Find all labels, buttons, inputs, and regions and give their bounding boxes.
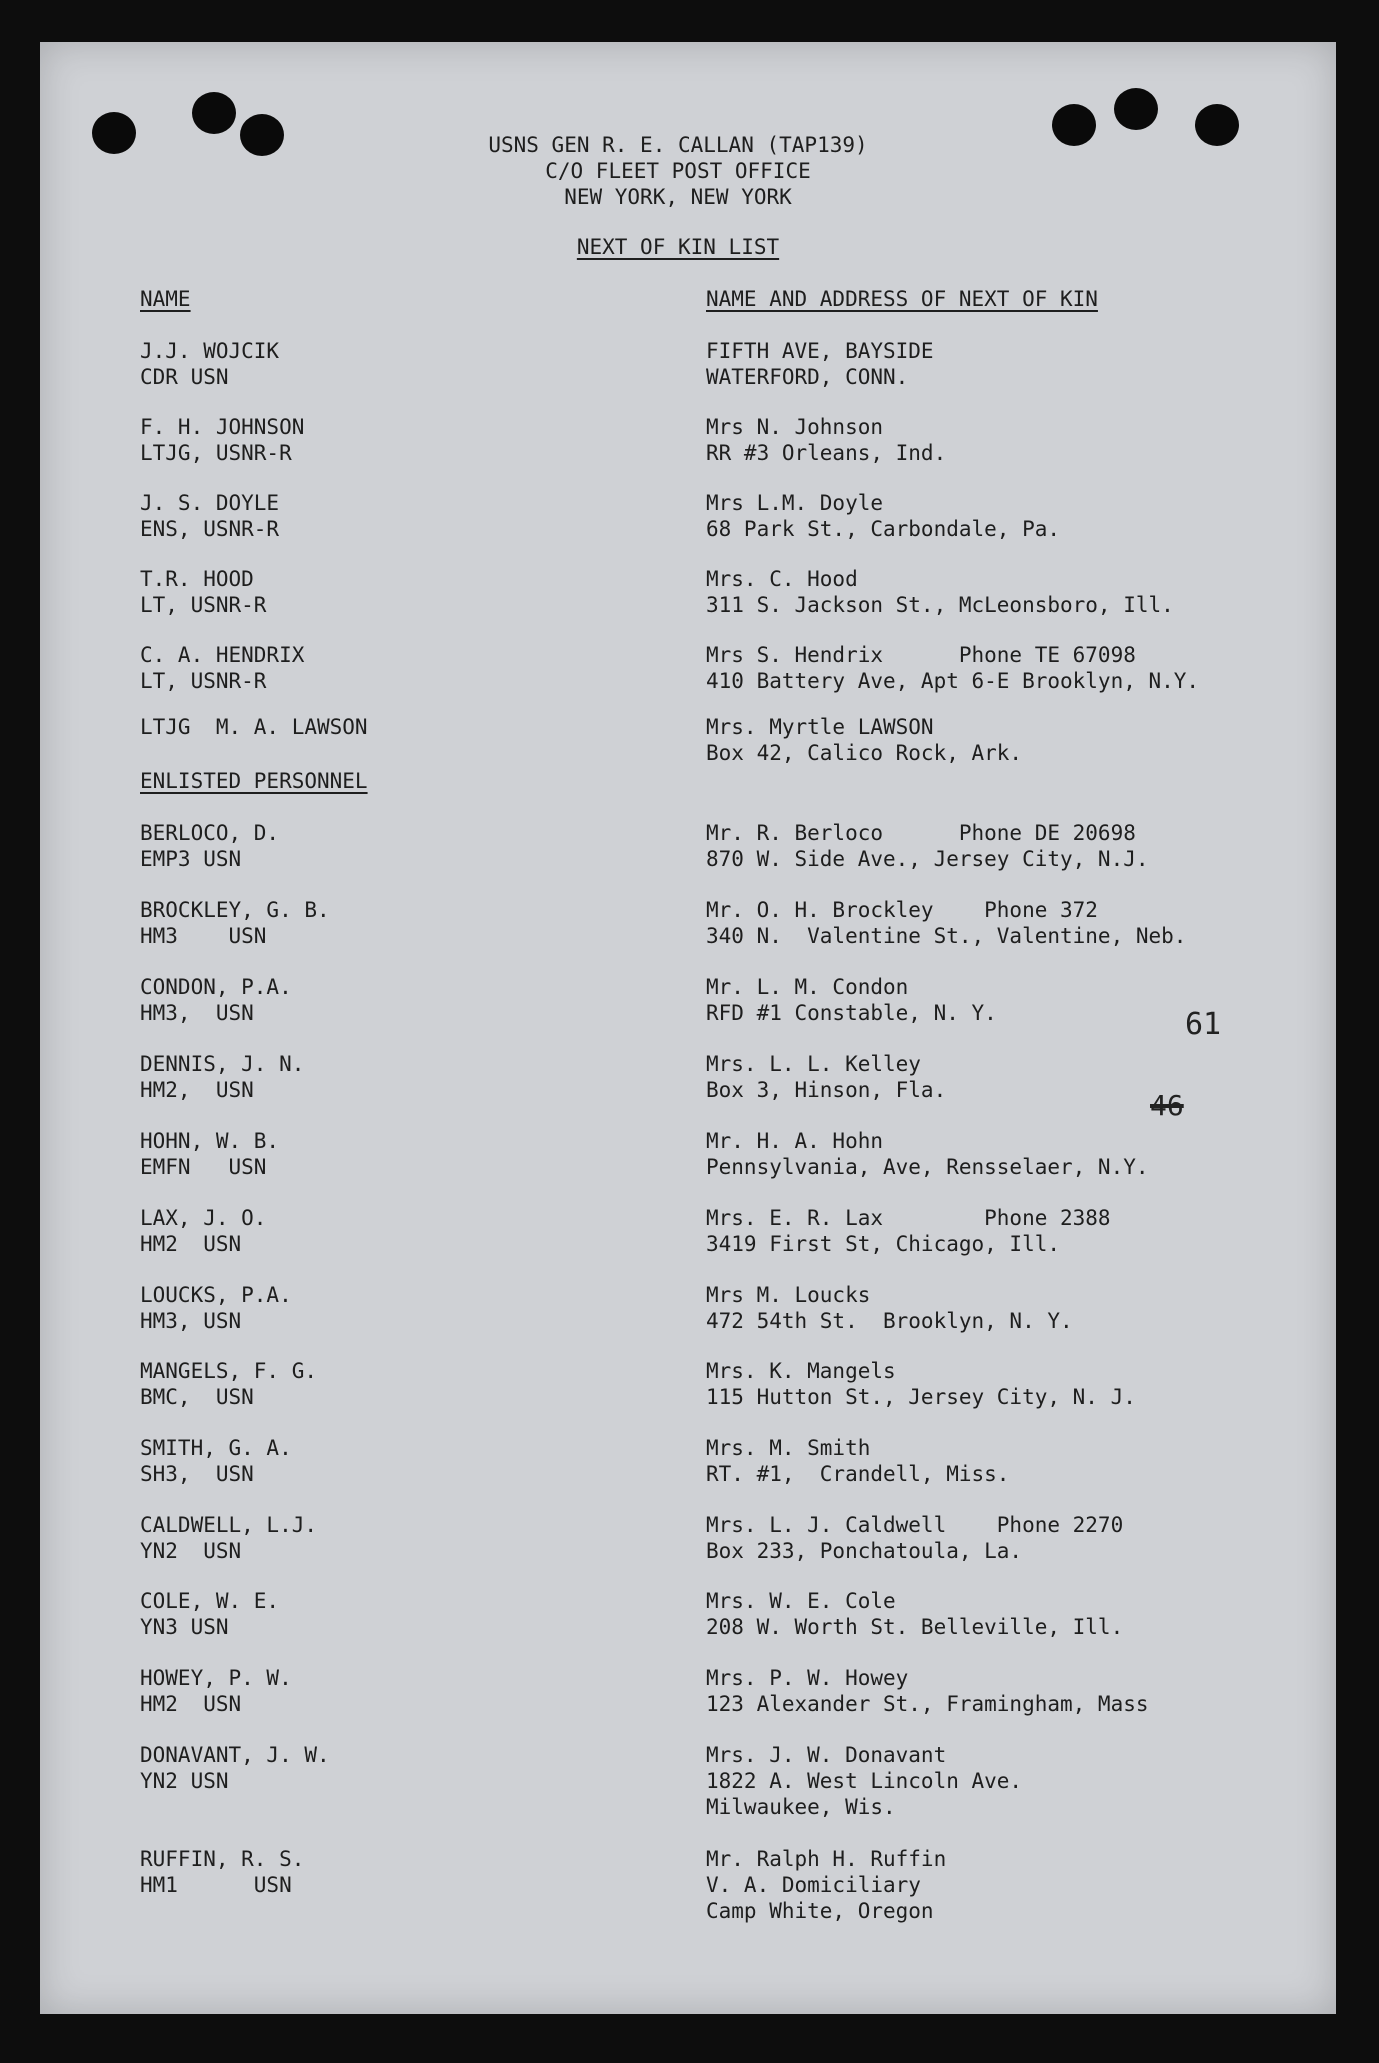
kin-line: Mrs. M. Smith bbox=[706, 1436, 871, 1460]
person-name: HOHN, W. B. bbox=[140, 1129, 280, 1153]
kin-line: 1822 A. West Lincoln Ave. bbox=[706, 1769, 1023, 1793]
kin-line: Mrs. Myrtle LAWSON bbox=[706, 715, 934, 739]
kin-line: 208 W. Worth St. Belleville, Ill. bbox=[706, 1615, 1124, 1639]
ship-name: USNS GEN R. E. CALLAN (TAP139) bbox=[488, 133, 868, 157]
kin-line: Pennsylvania, Ave, Rensselaer, N.Y. bbox=[706, 1155, 1149, 1179]
person-name: DENNIS, J. N. bbox=[140, 1052, 305, 1076]
person-rank: YN3 USN bbox=[140, 1615, 229, 1639]
person-rank: HM3, USN bbox=[140, 1309, 242, 1333]
kin-line: 870 W. Side Ave., Jersey City, N.J. bbox=[706, 847, 1149, 871]
kin-line: 68 Park St., Carbondale, Pa. bbox=[706, 517, 1061, 541]
kin-line: Mrs. P. W. Howey bbox=[706, 1666, 909, 1690]
document-page bbox=[40, 42, 1336, 2014]
kin-line: Mr. L. M. Condon bbox=[706, 975, 909, 999]
kin-line: Mrs. E. R. Lax Phone 2388 bbox=[706, 1206, 1111, 1230]
kin-line: 115 Hutton St., Jersey City, N. J. bbox=[706, 1385, 1136, 1409]
struck-page-number: 46 bbox=[1150, 1089, 1184, 1122]
column-header-kin: NAME AND ADDRESS OF NEXT OF KIN bbox=[706, 287, 1098, 311]
person-rank: YN2 USN bbox=[140, 1539, 242, 1563]
kin-line: Mrs. J. W. Donavant bbox=[706, 1743, 947, 1767]
person-name: C. A. HENDRIX bbox=[140, 643, 305, 667]
kin-line: Mrs L.M. Doyle bbox=[706, 491, 884, 515]
kin-line: Mrs N. Johnson bbox=[706, 415, 884, 439]
kin-line: FIFTH AVE, BAYSIDE bbox=[706, 339, 934, 363]
kin-line: Camp White, Oregon bbox=[706, 1899, 934, 1923]
kin-line: 311 S. Jackson St., McLeonsboro, Ill. bbox=[706, 593, 1174, 617]
person-rank: HM2 USN bbox=[140, 1232, 242, 1256]
person-name: J. S. DOYLE bbox=[140, 491, 280, 515]
person-name: COLE, W. E. bbox=[140, 1589, 280, 1613]
kin-line: 410 Battery Ave, Apt 6-E Brooklyn, N.Y. bbox=[706, 669, 1200, 693]
person-name: J.J. WOJCIK bbox=[140, 339, 280, 363]
person-rank: BMC, USN bbox=[140, 1385, 254, 1409]
kin-line: Mrs. L. L. Kelley bbox=[706, 1052, 921, 1076]
kin-line: Mr. Ralph H. Ruffin bbox=[706, 1847, 947, 1871]
kin-line: 123 Alexander St., Framingham, Mass bbox=[706, 1692, 1149, 1716]
kin-line: Mrs. W. E. Cole bbox=[706, 1589, 896, 1613]
kin-line: Mrs. K. Mangels bbox=[706, 1359, 896, 1383]
kin-line: WATERFORD, CONN. bbox=[706, 365, 909, 389]
kin-line: 472 54th St. Brooklyn, N. Y. bbox=[706, 1309, 1073, 1333]
kin-line: 3419 First St, Chicago, Ill. bbox=[706, 1232, 1061, 1256]
kin-line: Box 3, Hinson, Fla. bbox=[706, 1078, 947, 1102]
kin-line: V. A. Domiciliary bbox=[706, 1873, 921, 1897]
kin-line: Box 42, Calico Rock, Ark. bbox=[706, 741, 1023, 765]
page-title: NEXT OF KIN LIST bbox=[576, 235, 780, 259]
person-rank: YN2 USN bbox=[140, 1769, 229, 1793]
person-rank: EMFN USN bbox=[140, 1155, 267, 1179]
person-rank: ENS, USNR-R bbox=[140, 517, 280, 541]
kin-line: Mr. R. Berloco Phone DE 20698 bbox=[706, 821, 1136, 845]
person-rank: HM3 USN bbox=[140, 924, 267, 948]
person-name: BROCKLEY, G. B. bbox=[140, 898, 330, 922]
kin-line: Mrs S. Hendrix Phone TE 67098 bbox=[706, 643, 1136, 667]
person-name: BERLOCO, D. bbox=[140, 821, 280, 845]
post-office: C/O FLEET POST OFFICE bbox=[545, 159, 811, 183]
page-number: 61 bbox=[1185, 1007, 1222, 1042]
kin-line: RR #3 Orleans, Ind. bbox=[706, 441, 947, 465]
kin-line: Mrs. C. Hood bbox=[706, 567, 858, 591]
person-rank: HM2, USN bbox=[140, 1078, 254, 1102]
person-name: DONAVANT, J. W. bbox=[140, 1743, 330, 1767]
person-name: T.R. HOOD bbox=[140, 567, 254, 591]
kin-line: Box 233, Ponchatoula, La. bbox=[706, 1539, 1023, 1563]
city-state: NEW YORK, NEW YORK bbox=[564, 185, 792, 209]
person-name: CONDON, P.A. bbox=[140, 975, 292, 999]
person-rank: LTJG, USNR-R bbox=[140, 441, 292, 465]
person-rank: HM1 USN bbox=[140, 1873, 292, 1897]
punch-hole bbox=[192, 92, 236, 134]
person-name: LOUCKS, P.A. bbox=[140, 1283, 292, 1307]
punch-hole bbox=[1114, 88, 1158, 130]
person-rank: LT, USNR-R bbox=[140, 669, 267, 693]
column-header-name: NAME bbox=[140, 287, 191, 311]
kin-line: Mrs. L. J. Caldwell Phone 2270 bbox=[706, 1513, 1124, 1537]
kin-line: Milwaukee, Wis. bbox=[706, 1795, 896, 1819]
kin-line: 340 N. Valentine St., Valentine, Neb. bbox=[706, 924, 1187, 948]
person-name: F. H. JOHNSON bbox=[140, 415, 305, 439]
person-name: LTJG M. A. LAWSON bbox=[140, 715, 368, 739]
person-rank: HM2 USN bbox=[140, 1692, 242, 1716]
kin-line: Mrs M. Loucks bbox=[706, 1283, 871, 1307]
person-name: CALDWELL, L.J. bbox=[140, 1513, 318, 1537]
kin-line: Mr. H. A. Hohn bbox=[706, 1129, 884, 1153]
section-heading: ENLISTED PERSONNEL bbox=[140, 769, 368, 793]
person-rank: CDR USN bbox=[140, 365, 229, 389]
kin-line: Mr. O. H. Brockley Phone 372 bbox=[706, 898, 1098, 922]
person-name: HOWEY, P. W. bbox=[140, 1666, 292, 1690]
person-rank: LT, USNR-R bbox=[140, 593, 267, 617]
kin-line: RT. #1, Crandell, Miss. bbox=[706, 1462, 1010, 1486]
person-name: LAX, J. O. bbox=[140, 1206, 267, 1230]
person-rank: HM3, USN bbox=[140, 1001, 254, 1025]
person-rank: EMP3 USN bbox=[140, 847, 242, 871]
kin-line: RFD #1 Constable, N. Y. bbox=[706, 1001, 997, 1025]
person-name: RUFFIN, R. S. bbox=[140, 1847, 305, 1871]
person-name: MANGELS, F. G. bbox=[140, 1359, 318, 1383]
person-name: SMITH, G. A. bbox=[140, 1436, 292, 1460]
person-rank: SH3, USN bbox=[140, 1462, 254, 1486]
